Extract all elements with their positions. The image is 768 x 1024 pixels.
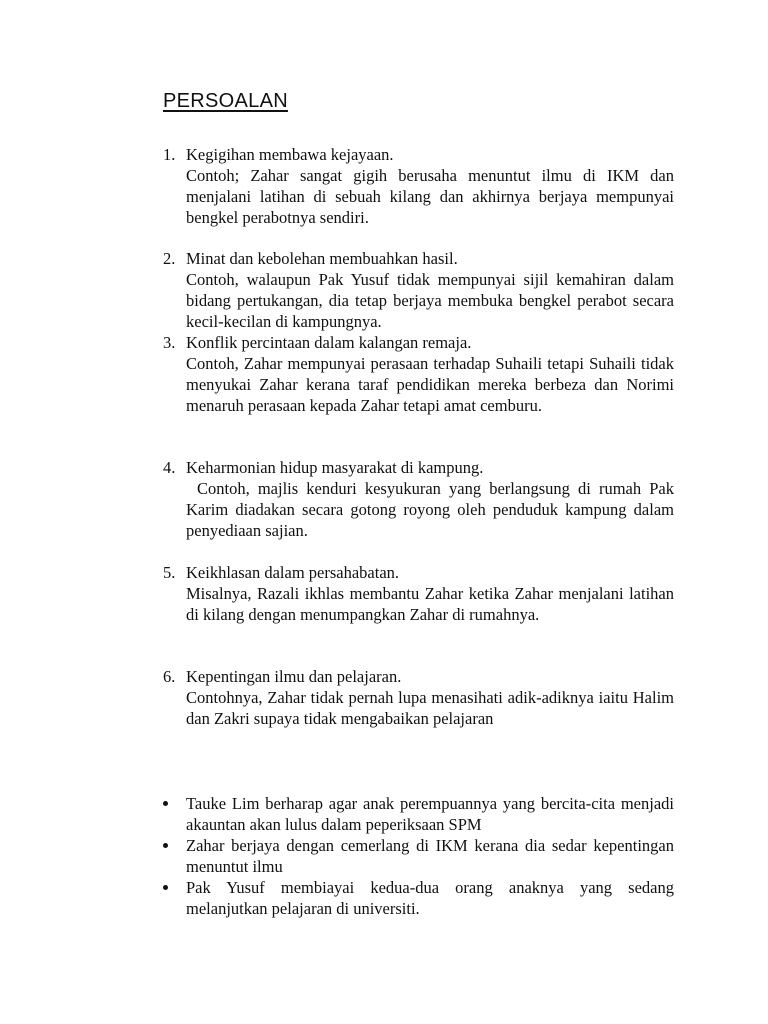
item-heading: Minat dan kebolehan membuahkan hasil. xyxy=(186,249,458,268)
item-description: Contoh; Zahar sangat gigih berusaha menuntut ilmu di IKM dan menjalani latihan di sebuah kilang dan akhirnya berjaya mempunyai bengkel perabotnya sendiri. xyxy=(186,166,674,227)
item-number: 4. xyxy=(163,458,176,477)
bullet-text: Zahar berjaya dengan cemerlang di IKM kerana dia sedar kepentingan menuntut ilmu xyxy=(186,836,674,876)
item-description: Misalnya, Razali ikhlas membantu Zahar ketika Zahar menjalani latihan di kilang dengan menumpangkan Zahar di rumahnya. xyxy=(186,584,674,624)
item-heading: Kegigihan membawa kejayaan. xyxy=(186,145,394,164)
bullet-icon xyxy=(163,885,168,890)
bullet-text: Tauke Lim berharap agar anak perempuannya yang bercita-cita menjadi akauntan akan lulus dalam peperiksaan SPM xyxy=(186,794,674,834)
list-item-4 xyxy=(163,457,674,541)
list-item-2 xyxy=(163,248,674,332)
bullet-text: Pak Yusuf membiayai kedua-dua orang anaknya yang sedang melanjutkan pelajaran di universiti. xyxy=(186,878,674,918)
bullet-icon xyxy=(163,801,168,806)
page-title: PERSOALAN xyxy=(163,90,288,112)
item-description: Contoh, Zahar mempunyai perasaan terhadap Suhaili tetapi Suhaili tidak menyukai Zahar kerana taraf pendidikan mereka berbeza dan Norimi menaruh perasaan kepada Zahar tetapi amat cemburu. xyxy=(186,354,674,415)
item-heading: Keharmonian hidup masyarakat di kampung. xyxy=(186,458,484,477)
item-description: Contoh, walaupun Pak Yusuf tidak mempunyai sijil kemahiran dalam bidang pertukangan, dia tetap berjaya membuka bengkel perabot secara kecil-kecilan di kampungnya. xyxy=(186,270,674,331)
item-number: 1. xyxy=(163,145,176,164)
bullet-item-2 xyxy=(163,835,674,877)
item-number: 3. xyxy=(163,333,176,352)
list-item-5 xyxy=(163,562,674,625)
item-heading: Konflik percintaan dalam kalangan remaja. xyxy=(186,333,472,352)
list-item-6 xyxy=(163,666,674,729)
item-heading: Kepentingan ilmu dan pelajaran. xyxy=(186,667,402,686)
item-description: Contoh, majlis kenduri kesyukuran yang berlangsung di rumah Pak Karim diadakan secara gotong royong oleh penduduk kampung dalam penyediaan sajian. xyxy=(186,479,674,540)
item-number: 2. xyxy=(163,249,176,268)
bullet-item-1 xyxy=(163,793,674,835)
item-number: 5. xyxy=(163,563,176,582)
list-item-1 xyxy=(163,144,674,228)
bullet-item-3 xyxy=(163,877,674,919)
item-description: Contohnya, Zahar tidak pernah lupa menasihati adik-adiknya iaitu Halim dan Zakri supaya tidak mengabaikan pelajaran xyxy=(186,688,674,728)
item-heading: Keikhlasan dalam persahabatan. xyxy=(186,563,400,582)
bullet-icon xyxy=(163,843,168,848)
item-number: 6. xyxy=(163,667,176,686)
list-item-3 xyxy=(163,332,674,416)
